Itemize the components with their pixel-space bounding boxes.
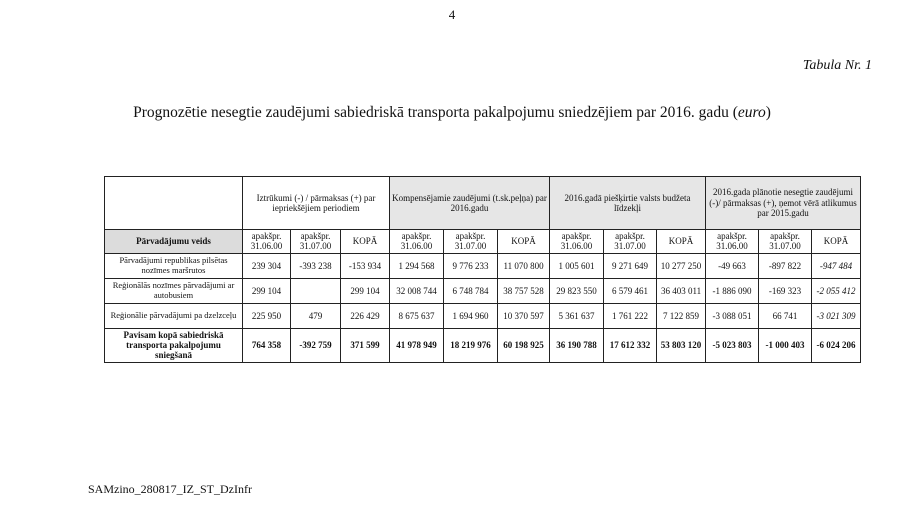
table-cell xyxy=(291,278,341,303)
table-cell: 299 104 xyxy=(243,278,291,303)
table-cell: 41 978 949 xyxy=(390,328,444,362)
table-cell: 53 803 120 xyxy=(657,328,706,362)
losses-table xyxy=(104,176,861,363)
table-cell: 7 122 859 xyxy=(657,303,706,328)
table-cell: -1 886 090 xyxy=(706,278,759,303)
table-cell: 764 358 xyxy=(243,328,291,362)
corner-cell xyxy=(105,177,243,230)
subheader: apakšpr. 31.07.00 xyxy=(759,230,812,254)
table-cell: 1 294 568 xyxy=(390,253,444,278)
table-cell: 36 190 788 xyxy=(550,328,604,362)
subheader: KOPĀ xyxy=(341,230,390,254)
group-header: 2016.gadā piešķirtie valsts budžeta līdzekļi xyxy=(550,177,706,230)
page-title: Prognozētie nesegtie zaudējumi sabiedriskā transporta pakalpojumu sniedzējiem par 2016. gadu (euro) xyxy=(133,104,771,121)
table-row xyxy=(105,303,861,328)
table-cell: -49 663 xyxy=(706,253,759,278)
table-cell: 9 271 649 xyxy=(604,253,657,278)
row-label: Reģionālās nozīmes pārvadājumi ar autobusiem xyxy=(105,278,243,303)
table-cell: -897 822 xyxy=(759,253,812,278)
table-cell: 10 370 597 xyxy=(498,303,550,328)
table-cell: 29 823 550 xyxy=(550,278,604,303)
table-label: Tabula Nr. 1 xyxy=(802,58,872,73)
table-cell: 8 675 637 xyxy=(390,303,444,328)
table-cell: -1 000 403 xyxy=(759,328,812,362)
table-cell: 11 070 800 xyxy=(498,253,550,278)
table-cell: 17 612 332 xyxy=(604,328,657,362)
total-row xyxy=(105,328,861,362)
group-header: Iztrūkumi (-) / pārmaksas (+) par iepriekšējiem periodiem xyxy=(243,177,390,230)
group-header: 2016.gada plānotie nesegtie zaudējumi (-)/ pārmaksas (+), ņemot vērā atlikumus par 2015.gadu xyxy=(706,177,861,230)
table-cell: -6 024 206 xyxy=(812,328,861,362)
subheader: KOPĀ xyxy=(812,230,861,254)
subheader: apakšpr. 31.07.00 xyxy=(444,230,498,254)
group-header: Kompensējamie zaudējumi (t.sk.peļņa) par 2016.gadu xyxy=(390,177,550,230)
document-id: SAMzino_280817_IZ_ST_DzInfr xyxy=(88,482,252,496)
table-cell: -392 759 xyxy=(291,328,341,362)
table-cell: 299 104 xyxy=(341,278,390,303)
subheader: apakšpr. 31.06.00 xyxy=(706,230,759,254)
table-cell: 60 198 925 xyxy=(498,328,550,362)
table-cell: 18 219 976 xyxy=(444,328,498,362)
table-row xyxy=(105,278,861,303)
subheader: apakšpr. 31.06.00 xyxy=(243,230,291,254)
table-cell: 9 776 233 xyxy=(444,253,498,278)
subheader: apakšpr. 31.07.00 xyxy=(291,230,341,254)
title-unit: euro xyxy=(737,104,766,121)
table-cell: -153 934 xyxy=(341,253,390,278)
table-cell: -393 238 xyxy=(291,253,341,278)
table-cell: 32 008 744 xyxy=(390,278,444,303)
table-cell: 1 694 960 xyxy=(444,303,498,328)
table-cell: 479 xyxy=(291,303,341,328)
row-label: Reģionālie pārvadājumi pa dzelzceļu xyxy=(105,303,243,328)
table-cell: 1 005 601 xyxy=(550,253,604,278)
table-cell: 239 304 xyxy=(243,253,291,278)
table-cell: 6 748 784 xyxy=(444,278,498,303)
table-cell: 226 429 xyxy=(341,303,390,328)
table-cell: 38 757 528 xyxy=(498,278,550,303)
table-cell: -2 055 412 xyxy=(812,278,861,303)
table-cell: 225 950 xyxy=(243,303,291,328)
page-number: 4 xyxy=(448,7,456,22)
row-header: Pārvadājumu veids xyxy=(105,230,243,254)
table-cell: 5 361 637 xyxy=(550,303,604,328)
subheader: KOPĀ xyxy=(498,230,550,254)
table-cell: 36 403 011 xyxy=(657,278,706,303)
subheader: apakšpr. 31.07.00 xyxy=(604,230,657,254)
table-cell: -169 323 xyxy=(759,278,812,303)
title-main: Prognozētie nesegtie zaudējumi sabiedriskā transporta pakalpojumu sniedzējiem par 2016. gadu xyxy=(133,104,729,121)
table-cell: 371 599 xyxy=(341,328,390,362)
table-cell: 1 761 222 xyxy=(604,303,657,328)
row-label: Pavisam kopā sabiedriskā transporta pakalpojumu sniegšanā xyxy=(105,328,243,362)
table-cell: -5 023 803 xyxy=(706,328,759,362)
subheader: apakšpr. 31.06.00 xyxy=(390,230,444,254)
table-cell: -947 484 xyxy=(812,253,861,278)
table-row xyxy=(105,253,861,278)
table-cell: -3 021 309 xyxy=(812,303,861,328)
row-label: Pārvadājumi republikas pilsētas nozīmes maršrutos xyxy=(105,253,243,278)
table-cell: 10 277 250 xyxy=(657,253,706,278)
table-cell: 6 579 461 xyxy=(604,278,657,303)
table-cell: -3 088 051 xyxy=(706,303,759,328)
subheader: apakšpr. 31.06.00 xyxy=(550,230,604,254)
subheader: KOPĀ xyxy=(657,230,706,254)
table-cell: 66 741 xyxy=(759,303,812,328)
